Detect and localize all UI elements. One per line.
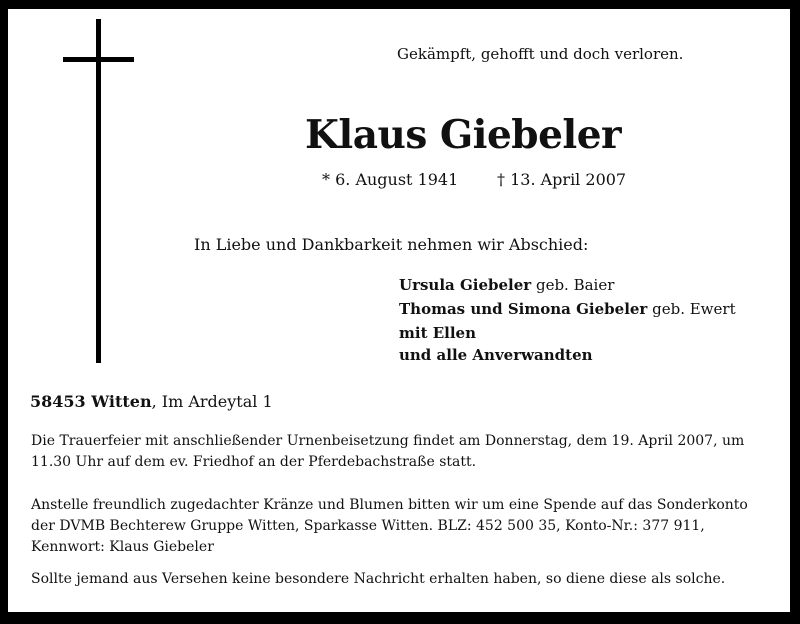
mourner-line <box>399 300 736 318</box>
mourner-names: Thomas und Simona Giebeler <box>399 300 648 318</box>
birth-date: * 6. August 1941 <box>322 170 459 189</box>
mourner-names: mit Ellen <box>399 324 476 342</box>
deceased-name: Klaus Giebeler <box>305 112 622 158</box>
notice-paragraph: Sollte jemand aus Versehen keine besondere Nachricht erhalten haben, so diene diese als solche. <box>31 571 726 587</box>
mourner-line <box>399 346 593 364</box>
funeral-info-paragraph: Die Trauerfeier mit anschließender Urnenbeisetzung findet am Donnerstag, dem 19. April 2007, um 11.30 Uhr auf dem ev. Friedhof an der Pferdebachstraße statt. <box>31 433 745 470</box>
mourner-note: geb. Ewert <box>647 300 736 318</box>
cross-icon-bar <box>63 57 134 62</box>
address-line <box>30 392 273 411</box>
farewell-line: In Liebe und Dankbarkeit nehmen wir Abschied: <box>194 235 589 254</box>
cross-icon <box>96 19 101 363</box>
motto-line: Gekämpft, gehofft und doch verloren. <box>397 45 684 63</box>
death-date: † 13. April 2007 <box>497 170 627 189</box>
mourner-line <box>399 324 476 342</box>
address-city: 58453 Witten <box>30 392 152 411</box>
mourner-names: Ursula Giebeler <box>399 276 532 294</box>
mourner-names: und alle Anverwandten <box>399 346 593 364</box>
mourner-note: geb. Baier <box>531 276 615 294</box>
address-street: , Im Ardeytal 1 <box>151 392 273 411</box>
donation-paragraph: Anstelle freundlich zugedachter Kränze und Blumen bitten wir um eine Spende auf das Sonderkonto der DVMB Bechterew Gruppe Witten, Sparkasse Witten. BLZ: 452 500 35, Konto-Nr.: 377 911, Kennwort: Klaus Giebeler <box>31 497 748 555</box>
mourner-line <box>399 276 614 294</box>
